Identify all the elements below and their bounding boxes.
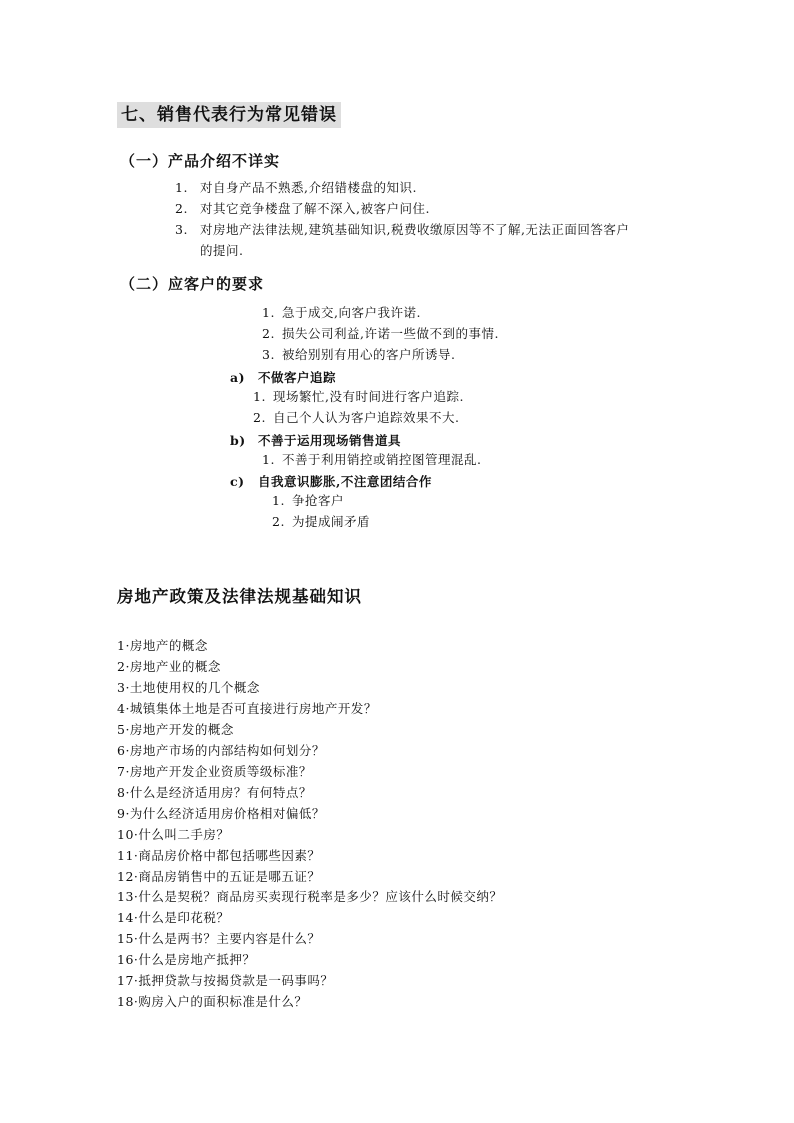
list-item: 5·房地产开发的概念 (117, 722, 234, 737)
list-item: 6·房地产市场的内部结构如何划分？ (117, 743, 325, 758)
point-letter: c) (230, 474, 245, 489)
list-item: 12·商品房销售中的五证是哪五证？ (117, 869, 321, 884)
point-letter: a) (230, 370, 246, 385)
list-item: 15·什么是两书？主要内容是什么？ (117, 931, 321, 946)
list-item (175, 222, 629, 238)
item-number: 2. (253, 410, 266, 425)
item-number: 1. (262, 452, 275, 467)
list-item: 8·什么是经济适用房？有何特点？ (117, 785, 312, 800)
point-heading-c (230, 472, 432, 490)
list-item (175, 201, 430, 217)
item-text: 损失公司利益,许诺一些做不到的事情. (282, 326, 499, 341)
item-text: 对自身产品不熟悉,介绍错楼盘的知识. (200, 180, 417, 195)
subsection-heading-2: （二）应客户的要求 (120, 275, 265, 293)
item-number: 1. (272, 493, 285, 508)
list-item (272, 514, 370, 530)
list-item: 16·什么是房地产抵押？ (117, 952, 256, 967)
list-item: 7·房地产开发企业资质等级标准？ (117, 764, 312, 779)
list-item: 14·什么是印花税？ (117, 910, 230, 925)
item-number: 2. (272, 514, 285, 529)
section-title-policy: 房地产政策及法律法规基础知识 (117, 587, 362, 606)
section-title: 七、销售代表行为常见错误 (117, 102, 341, 128)
point-heading-a (230, 368, 336, 386)
item-text: 自己个人认为客户追踪效果不大. (273, 410, 460, 425)
point-letter: b) (230, 433, 246, 448)
list-item: 17·抵押贷款与按揭贷款是一码事吗？ (117, 973, 334, 988)
item-number: 1. (262, 305, 275, 320)
list-item (262, 347, 455, 363)
item-number: 1. (175, 180, 188, 195)
list-item (262, 452, 481, 468)
list-item: 10·什么叫二手房？ (117, 827, 230, 842)
subsection-heading-1: （一）产品介绍不详实 (120, 152, 281, 170)
item-text: 被给别别有用心的客户所诱导. (282, 347, 456, 362)
list-item (262, 305, 421, 321)
item-text: 现场繁忙,没有时间进行客户追踪. (273, 389, 464, 404)
item-text: 争抢客户 (292, 493, 345, 508)
point-title: 自我意识膨胀,不注意团结合作 (258, 474, 432, 489)
item-text: 对其它竞争楼盘了解不深入,被客户问住. (200, 201, 430, 216)
list-item: 9·为什么经济适用房价格相对偏低？ (117, 806, 325, 821)
item-text: 为提成闹矛盾 (292, 514, 371, 529)
point-title: 不善于运用现场销售道具 (258, 433, 402, 448)
item-number: 2. (175, 201, 188, 216)
list-item: 3·土地使用权的几个概念 (117, 680, 260, 695)
item-text: 不善于利用销控或销控图管理混乱. (282, 452, 482, 467)
list-item-continuation: 的提问. (200, 243, 244, 258)
item-number: 1. (253, 389, 266, 404)
item-number: 3. (262, 347, 275, 362)
point-heading-b (230, 431, 401, 449)
list-item (253, 410, 459, 426)
point-title: 不做客户追踪 (258, 370, 337, 385)
list-item: 11·商品房价格中都包括哪些因素？ (117, 848, 321, 863)
item-text: 急于成交,向客户我许诺. (282, 305, 421, 320)
list-item: 4·城镇集体土地是否可直接进行房地产开发？ (117, 701, 377, 716)
list-item (175, 180, 417, 196)
item-number: 3. (175, 222, 188, 237)
list-item (262, 326, 499, 342)
list-item: 1·房地产的概念 (117, 638, 208, 653)
item-number: 2. (262, 326, 275, 341)
list-item (253, 389, 464, 405)
list-item: 2·房地产业的概念 (117, 659, 221, 674)
list-item: 13·什么是契税？商品房买卖现行税率是多少？应该什么时候交纳？ (117, 889, 503, 904)
item-text: 对房地产法律法规,建筑基础知识,税费收缴原因等不了解,无法正面回答客户 (200, 222, 630, 237)
list-item (272, 493, 344, 509)
list-item: 18·购房入户的面积标准是什么？ (117, 994, 308, 1009)
